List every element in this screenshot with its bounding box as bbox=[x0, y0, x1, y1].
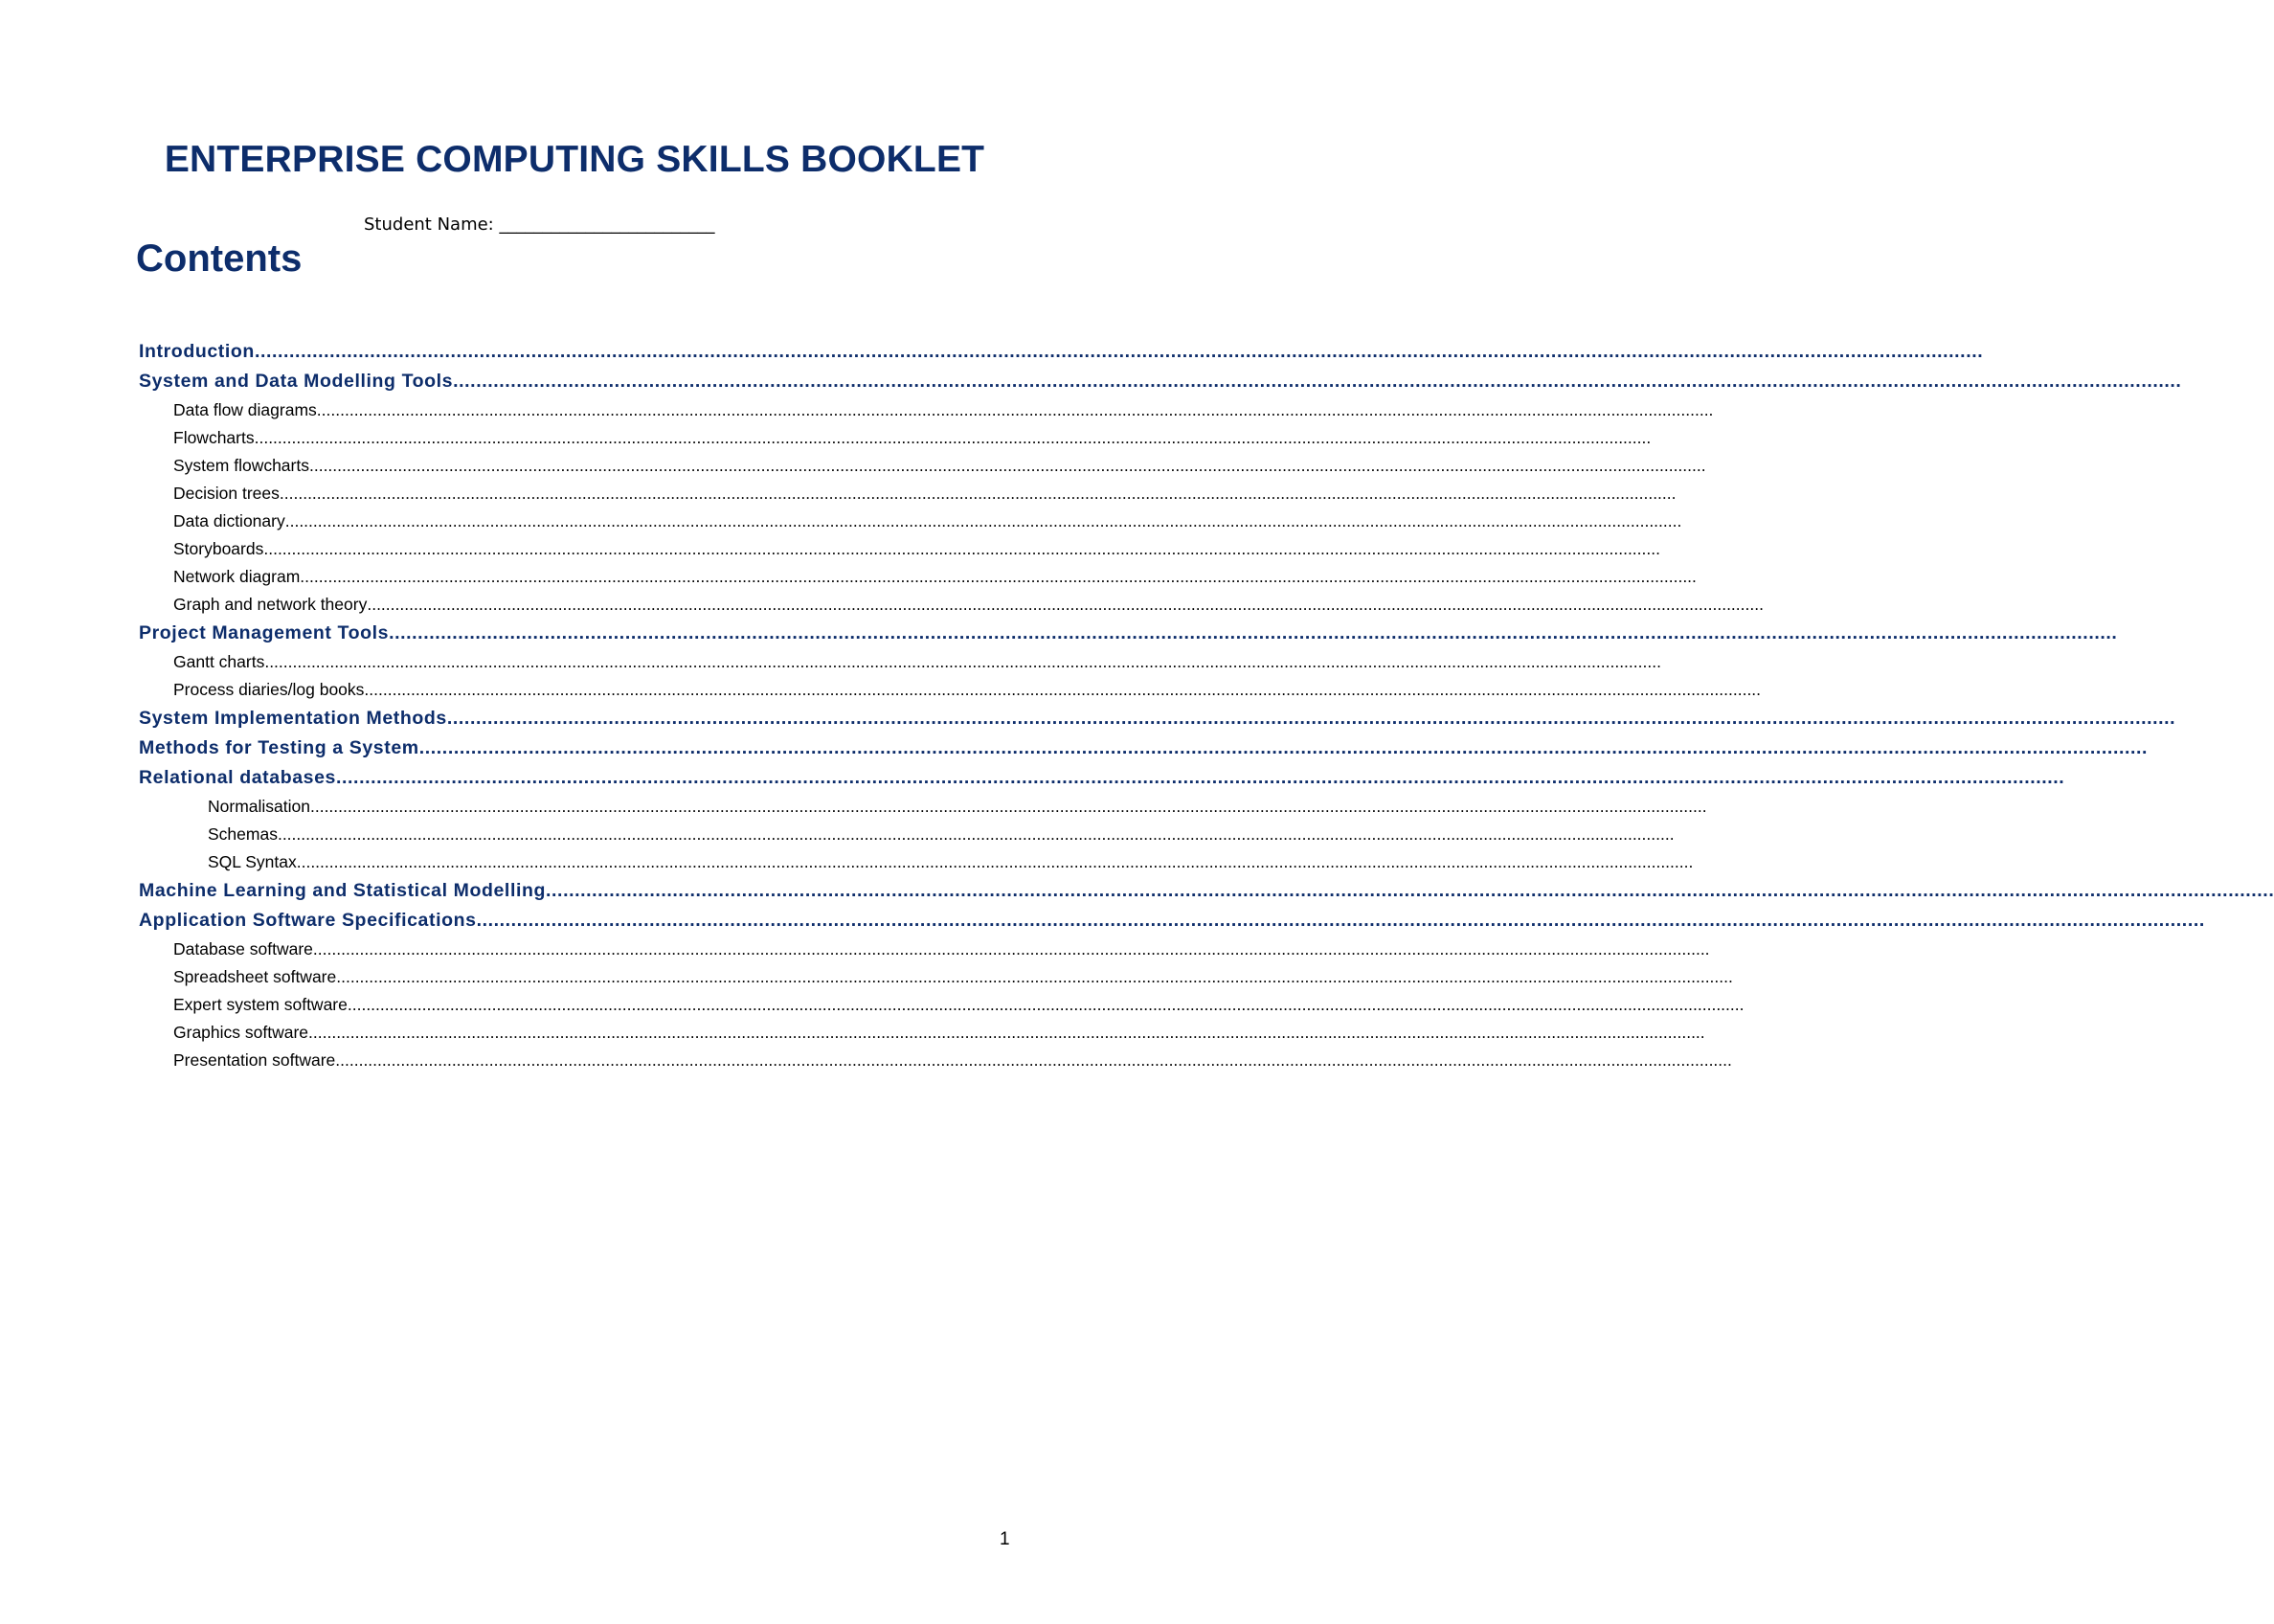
toc-entry-label: Network diagram bbox=[173, 567, 301, 586]
toc-leader-dots: ............................................................................................................................................................................................................................................................................................................ bbox=[308, 456, 1706, 475]
toc-entry[interactable] bbox=[0, 619, 2118, 648]
toc-leader-dots: ............................................................................................................................................................................................................................................................................................................ bbox=[316, 400, 1714, 419]
toc-leader-dots: ............................................................................................................................................................................................................................................................................................................ bbox=[296, 852, 1694, 871]
toc-leader-dots: ............................................................................................................................................................................................................................................................................................................ bbox=[336, 767, 2065, 788]
toc-entry-label: Schemas bbox=[208, 824, 278, 844]
toc-entry-label: Decision trees bbox=[173, 484, 280, 503]
toc-entry[interactable] bbox=[0, 1047, 1732, 1074]
toc-entry-label: Methods for Testing a System bbox=[139, 737, 419, 758]
toc-entry[interactable] bbox=[0, 563, 1697, 591]
toc-entry[interactable] bbox=[0, 591, 1764, 619]
toc-entry-label: Presentation software bbox=[173, 1050, 336, 1070]
toc-leader-dots: ............................................................................................................................................................................................................................................................................................................ bbox=[254, 341, 1984, 362]
toc-leader-dots: ............................................................................................................................................................................................................................................................................................................ bbox=[336, 967, 1733, 986]
toc-leader-dots: ............................................................................................................................................................................................................................................................................................................ bbox=[254, 428, 1652, 447]
toc-leader-dots: ............................................................................................................................................................................................................................................................................................................ bbox=[546, 880, 2274, 901]
toc-entry[interactable] bbox=[0, 508, 1682, 535]
toc-leader-dots: ............................................................................................................................................................................................................................................................................................................ bbox=[364, 680, 1762, 699]
toc-leader-dots: ............................................................................................................................................................................................................................................................................................................ bbox=[446, 708, 2176, 729]
toc-leader-dots: ............................................................................................................................................................................................................................................................................................................ bbox=[476, 910, 2205, 931]
toc-leader-dots: ............................................................................................................................................................................................................................................................................................................ bbox=[335, 1050, 1732, 1070]
toc-entry-label: System flowcharts bbox=[173, 456, 309, 475]
toc-entry[interactable] bbox=[0, 452, 1706, 480]
toc-entry[interactable] bbox=[0, 424, 1652, 452]
toc-entry[interactable] bbox=[0, 480, 1677, 508]
toc-entry-label: Storyboards bbox=[173, 539, 264, 558]
toc-entry-label: System and Data Modelling Tools bbox=[139, 371, 454, 392]
toc-entry[interactable] bbox=[0, 676, 1762, 704]
toc-entry[interactable] bbox=[0, 337, 1984, 367]
toc-entry[interactable] bbox=[0, 963, 1733, 991]
toc-entry-label: Graph and network theory bbox=[173, 595, 368, 614]
toc-entry-label: SQL Syntax bbox=[208, 852, 297, 871]
toc-entry-label: Process diaries/log books bbox=[173, 680, 365, 699]
toc-leader-dots: ............................................................................................................................................................................................................................................................................................................ bbox=[263, 539, 1660, 558]
toc-entry-label: Data flow diagrams bbox=[173, 400, 317, 419]
toc-entry-label: Expert system software bbox=[173, 995, 348, 1014]
toc-entry[interactable] bbox=[0, 821, 1675, 848]
toc-leader-dots: ............................................................................................................................................................................................................................................................................................................ bbox=[279, 484, 1677, 503]
toc-entry-label: Normalisation bbox=[208, 797, 310, 816]
toc-leader-dots: ............................................................................................................................................................................................................................................................................................................ bbox=[312, 939, 1710, 959]
toc-entry[interactable] bbox=[0, 848, 1694, 876]
toc-entry-label: Spreadsheet software bbox=[173, 967, 337, 986]
document-title: ENTERPRISE COMPUTING SKILLS BOOKLET bbox=[164, 139, 985, 180]
toc-leader-dots: ............................................................................................................................................................................................................................................................................................................ bbox=[367, 595, 1764, 614]
toc-leader-dots: ............................................................................................................................................................................................................................................................................................................ bbox=[418, 737, 2149, 758]
toc-entry-label: Database software bbox=[173, 939, 313, 959]
toc-entry-label: System Implementation Methods bbox=[139, 708, 447, 729]
toc-entry[interactable] bbox=[0, 936, 1710, 963]
toc-leader-dots: ............................................................................................................................................................................................................................................................................................................ bbox=[277, 824, 1675, 844]
toc-entry[interactable] bbox=[0, 535, 1660, 563]
table-of-contents bbox=[0, 337, 2274, 1074]
toc-entry[interactable] bbox=[0, 1019, 1705, 1047]
toc-entry[interactable] bbox=[0, 704, 2176, 733]
toc-leader-dots: ............................................................................................................................................................................................................................................................................................................ bbox=[308, 1023, 1705, 1042]
toc-entry-label: Data dictionary bbox=[173, 511, 285, 530]
toc-entry[interactable] bbox=[0, 763, 2065, 793]
toc-entry-label: Gantt charts bbox=[173, 652, 265, 671]
toc-entry-label: Flowcharts bbox=[173, 428, 255, 447]
toc-leader-dots: ............................................................................................................................................................................................................................................................................................................ bbox=[347, 995, 1745, 1014]
toc-entry-label: Graphics software bbox=[173, 1023, 309, 1042]
toc-leader-dots: ............................................................................................................................................................................................................................................................................................................ bbox=[300, 567, 1697, 586]
student-name-field: Student Name: _________________________ bbox=[364, 214, 715, 235]
toc-entry-label: Machine Learning and Statistical Modelling bbox=[139, 880, 547, 901]
toc-entry[interactable] bbox=[0, 367, 2182, 396]
toc-entry[interactable] bbox=[0, 793, 1707, 821]
toc-leader-dots: ............................................................................................................................................................................................................................................................................................................ bbox=[309, 797, 1707, 816]
page-number: 1 bbox=[1000, 1529, 1010, 1549]
toc-entry-label: Relational databases bbox=[139, 767, 336, 788]
toc-entry[interactable] bbox=[0, 733, 2149, 763]
toc-entry[interactable] bbox=[0, 991, 1745, 1019]
toc-entry[interactable] bbox=[0, 876, 2274, 906]
toc-entry-label: Project Management Tools bbox=[139, 622, 390, 643]
toc-leader-dots: ............................................................................................................................................................................................................................................................................................................ bbox=[453, 371, 2182, 392]
toc-leader-dots: ............................................................................................................................................................................................................................................................................................................ bbox=[284, 511, 1682, 530]
toc-entry-label: Introduction bbox=[139, 341, 255, 362]
toc-entry[interactable] bbox=[0, 906, 2205, 936]
toc-leader-dots: ............................................................................................................................................................................................................................................................................................................ bbox=[389, 622, 2118, 643]
contents-heading: Contents bbox=[136, 237, 303, 280]
toc-entry[interactable] bbox=[0, 396, 1714, 424]
toc-leader-dots: ............................................................................................................................................................................................................................................................................................................ bbox=[264, 652, 1661, 671]
toc-entry-label: Application Software Specifications bbox=[139, 910, 477, 931]
toc-entry[interactable] bbox=[0, 648, 1661, 676]
